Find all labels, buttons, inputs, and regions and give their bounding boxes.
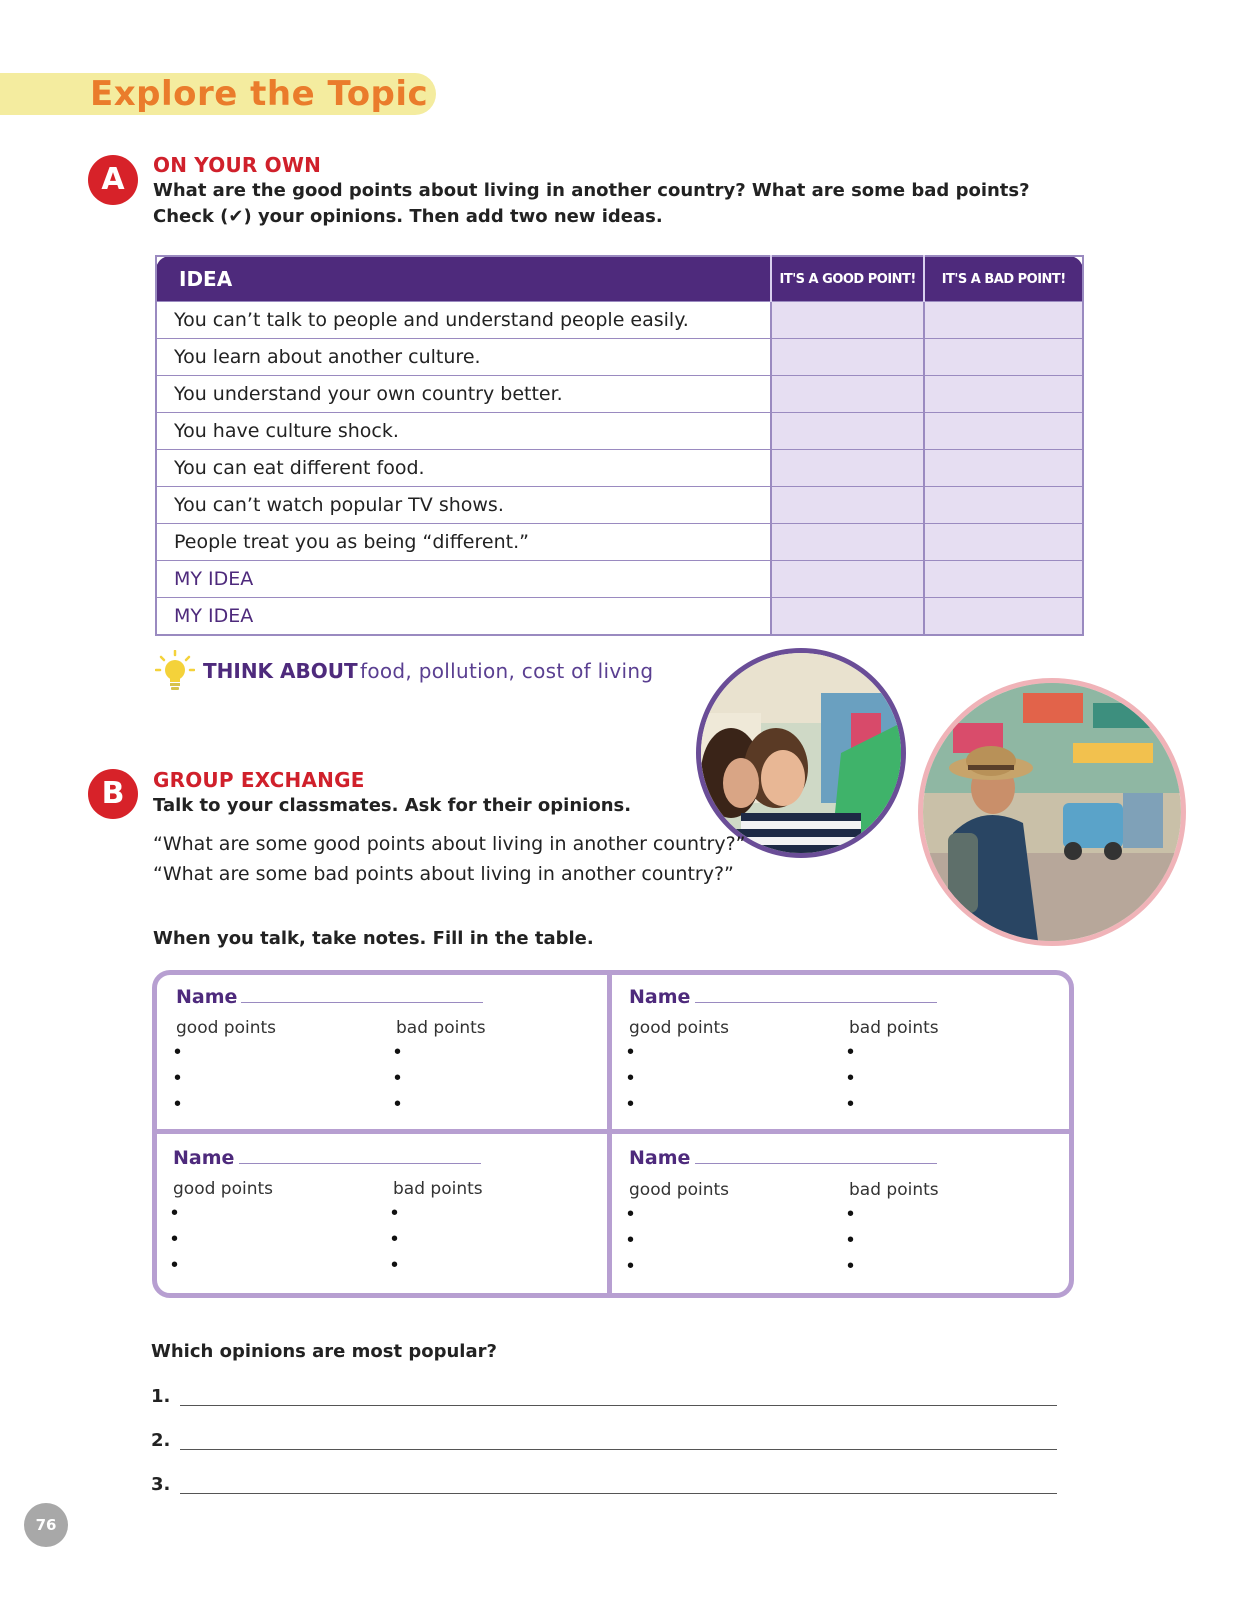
bad-point-checkbox[interactable] [924, 524, 1083, 561]
good-point-checkbox[interactable] [771, 524, 925, 561]
good-point-checkbox[interactable] [771, 598, 925, 636]
idea-text: People treat you as being “different.” [156, 524, 771, 561]
quote-bad-points: “What are some bad points about living in another country?” [153, 863, 734, 885]
bad-points-bullets[interactable]: • • • [847, 1041, 855, 1115]
name-label: Name [629, 1147, 691, 1169]
good-points-label: good points [176, 1018, 276, 1038]
page-title: Explore the Topic [90, 74, 429, 114]
my-idea-input[interactable]: MY IDEA [156, 598, 771, 636]
bad-point-checkbox[interactable] [924, 561, 1083, 598]
lightbulb-icon [155, 650, 195, 694]
section-a-instruction-2: Check (✔) your opinions. Then add two new ideas. [153, 206, 663, 227]
idea-text: You can eat different food. [156, 450, 771, 487]
bad-points-label: bad points [396, 1018, 486, 1038]
good-points-bullets[interactable]: • • • [171, 1202, 179, 1276]
good-point-checkbox[interactable] [771, 487, 925, 524]
bad-points-bullets[interactable]: • • • [847, 1203, 855, 1277]
grid-divider-horizontal [152, 1129, 1074, 1134]
idea-text: You can’t talk to people and understand people easily. [156, 302, 771, 339]
bad-point-checkbox[interactable] [924, 413, 1083, 450]
bad-point-checkbox[interactable] [924, 487, 1083, 524]
ideas-table [155, 255, 1084, 636]
table-row [156, 376, 1083, 413]
good-point-checkbox[interactable] [771, 302, 925, 339]
section-a-badge: A [88, 155, 138, 205]
section-b-badge: B [88, 769, 138, 819]
answer-number: 2. [151, 1430, 171, 1451]
answer-line[interactable] [180, 1405, 1057, 1406]
table-row [156, 598, 1083, 636]
idea-text: You can’t watch popular TV shows. [156, 487, 771, 524]
bad-points-label: bad points [849, 1018, 939, 1038]
table-row [156, 450, 1083, 487]
bad-points-label: bad points [393, 1179, 483, 1199]
bad-point-checkbox[interactable] [924, 302, 1083, 339]
think-about-text: food, pollution, cost of living [360, 659, 654, 683]
bad-points-label: bad points [849, 1180, 939, 1200]
good-point-checkbox[interactable] [771, 561, 925, 598]
good-points-bullets[interactable]: • • • [174, 1041, 182, 1115]
quote-good-points: “What are some good points about living in another country?” [153, 833, 746, 855]
name-label: Name [173, 1147, 235, 1169]
market-photo [696, 648, 906, 858]
answer-number: 3. [151, 1474, 171, 1495]
good-point-checkbox[interactable] [771, 339, 925, 376]
popular-question: Which opinions are most popular? [151, 1341, 497, 1362]
good-point-checkbox[interactable] [771, 413, 925, 450]
table-row [156, 302, 1083, 339]
bad-point-checkbox[interactable] [924, 450, 1083, 487]
table-row [156, 561, 1083, 598]
ideas-column-header: IDEA [156, 256, 771, 302]
idea-text: You have culture shock. [156, 413, 771, 450]
grid-divider-vertical [607, 970, 612, 1298]
good-points-label: good points [629, 1180, 729, 1200]
bad-point-checkbox[interactable] [924, 598, 1083, 636]
table-row [156, 524, 1083, 561]
street-photo [918, 678, 1186, 946]
good-point-checkbox[interactable] [771, 376, 925, 413]
answer-number: 1. [151, 1386, 171, 1407]
think-about-label: THINK ABOUT [203, 659, 358, 683]
good-point-checkbox[interactable] [771, 450, 925, 487]
name-field[interactable] [695, 1163, 937, 1164]
name-field[interactable] [241, 1002, 483, 1003]
bad-point-column-header: IT'S A BAD POINT! [924, 256, 1083, 302]
name-field[interactable] [239, 1163, 481, 1164]
table-row [156, 413, 1083, 450]
bad-point-checkbox[interactable] [924, 376, 1083, 413]
page-number: 76 [24, 1503, 68, 1547]
section-a-instruction-1: What are the good points about living in another country? What are some bad points? [153, 180, 1030, 201]
name-label: Name [629, 986, 691, 1008]
table-row [156, 339, 1083, 376]
good-points-bullets[interactable]: • • • [627, 1203, 635, 1277]
section-a-title: ON YOUR OWN [153, 153, 322, 177]
good-points-bullets[interactable]: • • • [627, 1041, 635, 1115]
answer-line[interactable] [180, 1449, 1057, 1450]
section-b-title: GROUP EXCHANGE [153, 768, 365, 792]
section-b-instruction: Talk to your classmates. Ask for their opinions. [153, 795, 632, 816]
idea-text: You understand your own country better. [156, 376, 771, 413]
name-field[interactable] [695, 1002, 937, 1003]
bad-point-checkbox[interactable] [924, 339, 1083, 376]
good-points-label: good points [173, 1179, 273, 1199]
notes-instruction: When you talk, take notes. Fill in the table. [153, 928, 594, 949]
my-idea-input[interactable]: MY IDEA [156, 561, 771, 598]
good-point-column-header: IT'S A GOOD POINT! [771, 256, 925, 302]
name-label: Name [176, 986, 238, 1008]
good-points-label: good points [629, 1018, 729, 1038]
bad-points-bullets[interactable]: • • • [394, 1041, 402, 1115]
idea-text: You learn about another culture. [156, 339, 771, 376]
bad-points-bullets[interactable]: • • • [391, 1202, 399, 1276]
table-row [156, 487, 1083, 524]
answer-line[interactable] [180, 1493, 1057, 1494]
